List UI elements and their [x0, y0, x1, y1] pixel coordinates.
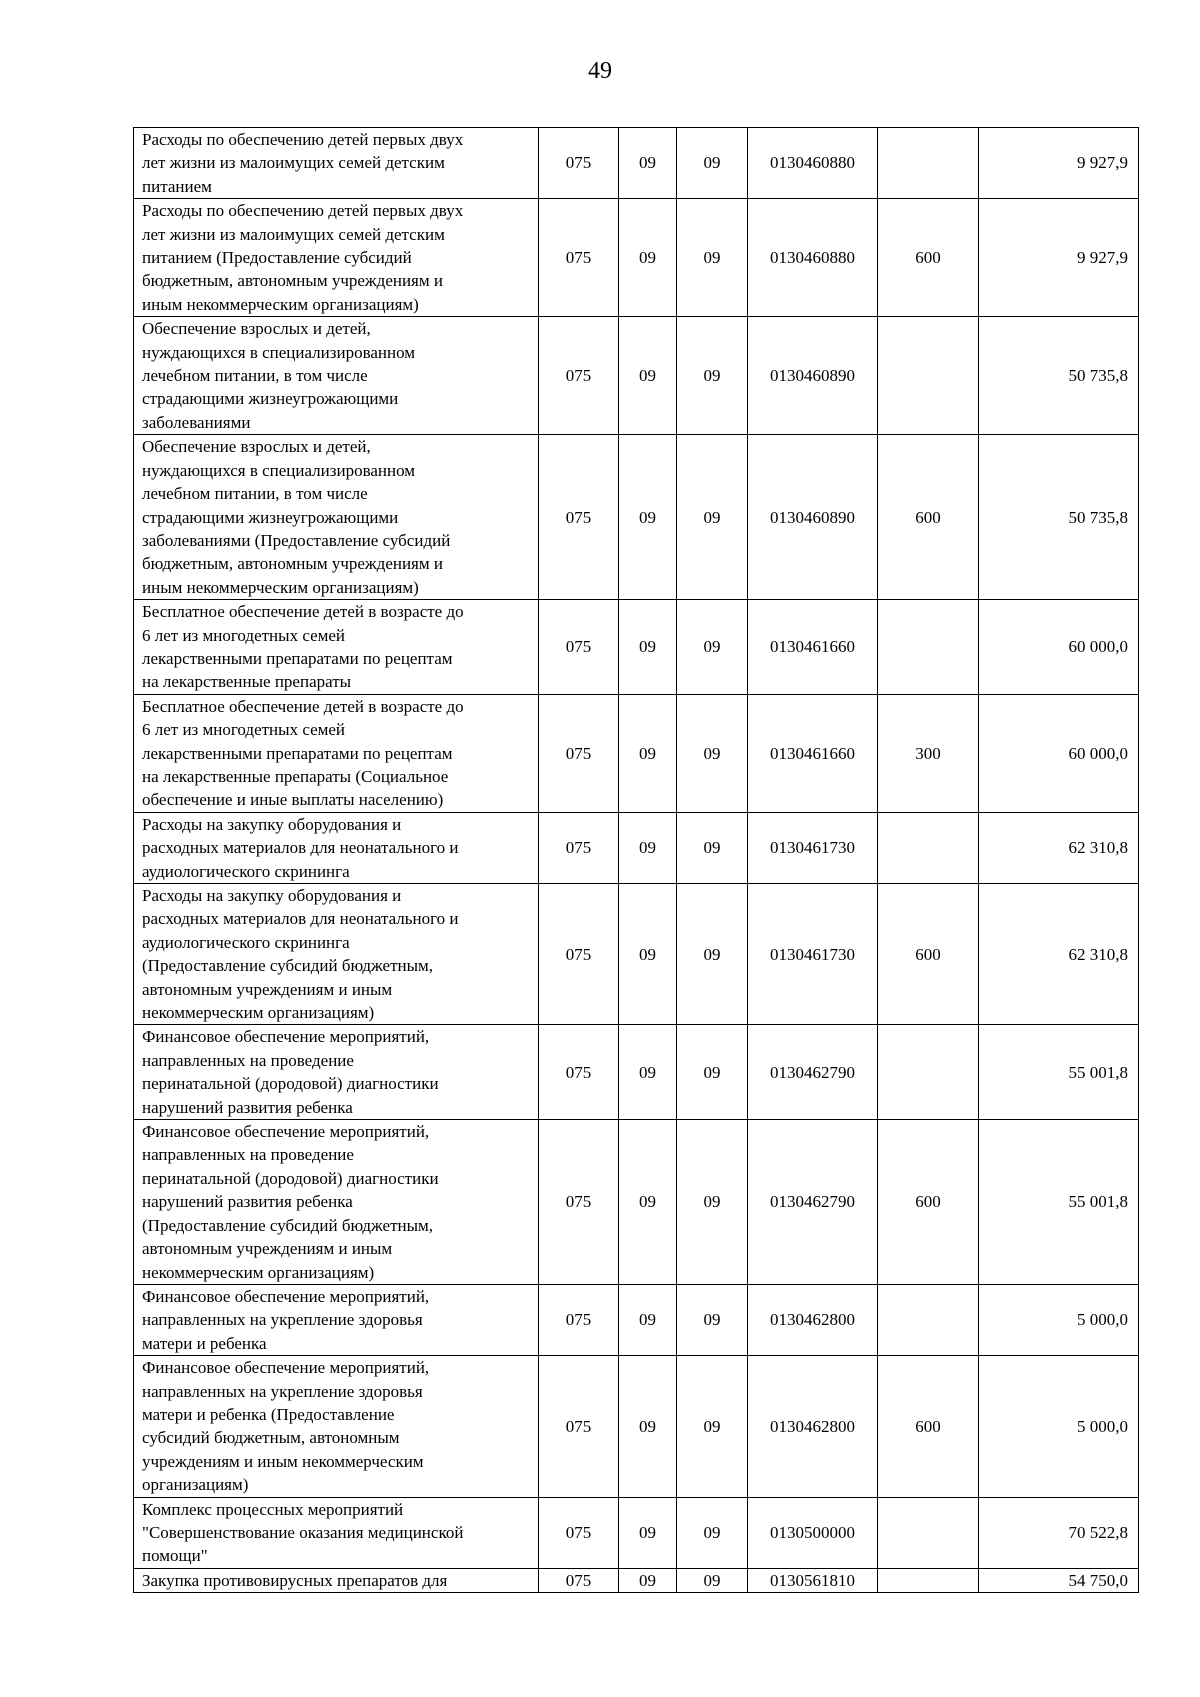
description-line: Расходы по обеспечению детей первых двух: [142, 201, 464, 221]
amount-cell: 55 001,8: [979, 1120, 1139, 1285]
table-row: [134, 1497, 1139, 1568]
table-row: [134, 317, 1139, 435]
section-code-cell: 09: [619, 317, 677, 435]
table-row: [134, 435, 1139, 600]
description-line: расходных материалов для неонатального и: [142, 909, 459, 929]
target-article-cell: 0130500000: [748, 1497, 878, 1568]
target-article-cell: 0130461660: [748, 600, 878, 695]
description-line: бюджетным, автономным учреждениям и: [142, 271, 443, 291]
description-cell: [134, 1284, 539, 1355]
description-line: страдающими жизнеугрожающими: [142, 389, 399, 409]
description-cell: [134, 600, 539, 695]
description-line: некоммерческим организациям): [142, 1003, 375, 1023]
ministry-code-cell: 075: [539, 812, 619, 883]
description-line: питанием: [142, 176, 212, 196]
amount-cell: 9 927,9: [979, 199, 1139, 317]
description-cell: [134, 694, 539, 812]
description-cell: [134, 317, 539, 435]
description-line: матери и ребенка: [142, 1333, 267, 1353]
description-line: автономным учреждениям и иным: [142, 1239, 393, 1259]
ministry-code-cell: 075: [539, 1284, 619, 1355]
target-article-cell: 0130462800: [748, 1356, 878, 1497]
section-code-cell: 09: [619, 1568, 677, 1592]
description-line: на лекарственные препараты (Социальное: [142, 766, 449, 786]
description-cell: [134, 884, 539, 1025]
amount-cell: 60 000,0: [979, 600, 1139, 695]
amount-cell: 50 735,8: [979, 317, 1139, 435]
description-line: страдающими жизнеугрожающими: [142, 507, 399, 527]
description-line: направленных на проведение: [142, 1050, 354, 1070]
target-article-cell: 0130462790: [748, 1025, 878, 1120]
subsection-code-cell: 09: [677, 317, 748, 435]
target-article-cell: 0130460890: [748, 317, 878, 435]
subsection-code-cell: 09: [677, 1284, 748, 1355]
page-number: 49: [588, 58, 612, 84]
amount-cell: 55 001,8: [979, 1025, 1139, 1120]
ministry-code-cell: 075: [539, 694, 619, 812]
ministry-code-cell: 075: [539, 128, 619, 199]
amount-cell: 70 522,8: [979, 1497, 1139, 1568]
subsection-code-cell: 09: [677, 600, 748, 695]
description-line: заболеваниями (Предоставление субсидий: [142, 530, 451, 550]
description-line: нуждающихся в специализированном: [142, 342, 416, 362]
description-line: нарушений развития ребенка: [142, 1192, 353, 1212]
ministry-code-cell: 075: [539, 199, 619, 317]
amount-cell: 5 000,0: [979, 1284, 1139, 1355]
description-line: Расходы на закупку оборудования и: [142, 886, 402, 905]
amount-cell: 62 310,8: [979, 812, 1139, 883]
table-row: [134, 1025, 1139, 1120]
section-code-cell: 09: [619, 128, 677, 199]
ministry-code-cell: 075: [539, 1356, 619, 1497]
section-code-cell: 09: [619, 600, 677, 695]
description-line: направленных на проведение: [142, 1145, 354, 1165]
amount-cell: 9 927,9: [979, 128, 1139, 199]
ministry-code-cell: 075: [539, 600, 619, 695]
description-line: Бесплатное обеспечение детей в возрасте до: [142, 602, 464, 622]
section-code-cell: 09: [619, 1497, 677, 1568]
target-article-cell: 0130461660: [748, 694, 878, 812]
expense-type-cell: [878, 1568, 979, 1592]
description-line: нуждающихся в специализированном: [142, 460, 416, 480]
description-cell: [134, 435, 539, 600]
description-cell: [134, 1120, 539, 1285]
expense-type-cell: 300: [878, 694, 979, 812]
description-line: Комплекс процессных мероприятий: [142, 1499, 404, 1519]
description-line: нарушений развития ребенка: [142, 1097, 353, 1117]
expense-type-cell: 600: [878, 1120, 979, 1285]
description-line: Закупка противовирусных препаратов для: [142, 1570, 448, 1590]
description-line: лекарственными препаратами по рецептам: [142, 743, 453, 763]
description-line: лет жизни из малоимущих семей детским: [142, 224, 445, 244]
expense-type-cell: [878, 128, 979, 199]
description-line: Финансовое обеспечение мероприятий,: [142, 1027, 430, 1047]
description-line: некоммерческим организациям): [142, 1262, 375, 1282]
subsection-code-cell: 09: [677, 128, 748, 199]
table-row: [134, 812, 1139, 883]
expense-type-cell: [878, 1025, 979, 1120]
description-line: Финансовое обеспечение мероприятий,: [142, 1358, 430, 1378]
ministry-code-cell: 075: [539, 884, 619, 1025]
description-line: 6 лет из многодетных семей: [142, 720, 346, 740]
description-cell: [134, 128, 539, 199]
description-line: лечебном питании, в том числе: [142, 484, 368, 504]
ministry-code-cell: 075: [539, 1497, 619, 1568]
description-line: (Предоставление субсидий бюджетным,: [142, 1215, 434, 1235]
subsection-code-cell: 09: [677, 435, 748, 600]
section-code-cell: 09: [619, 884, 677, 1025]
description-cell: [134, 1497, 539, 1568]
subsection-code-cell: 09: [677, 199, 748, 317]
expense-type-cell: 600: [878, 435, 979, 600]
table-row: [134, 199, 1139, 317]
table-row: [134, 1284, 1139, 1355]
description-cell: [134, 1356, 539, 1497]
description-line: лечебном питании, в том числе: [142, 366, 368, 386]
target-article-cell: 0130460880: [748, 199, 878, 317]
subsection-code-cell: 09: [677, 812, 748, 883]
amount-cell: 5 000,0: [979, 1356, 1139, 1497]
description-line: субсидий бюджетным, автономным: [142, 1428, 400, 1448]
table-row: [134, 1120, 1139, 1285]
description-line: аудиологического скрининга: [142, 932, 350, 952]
ministry-code-cell: 075: [539, 1568, 619, 1592]
table-row: [134, 600, 1139, 695]
amount-cell: 50 735,8: [979, 435, 1139, 600]
description-line: Бесплатное обеспечение детей в возрасте до: [142, 696, 464, 716]
section-code-cell: 09: [619, 435, 677, 600]
description-line: заболеваниями: [142, 412, 251, 432]
description-line: автономным учреждениям и иным: [142, 979, 393, 999]
description-line: иным некоммерческим организациям): [142, 294, 419, 314]
description-line: направленных на укрепление здоровья: [142, 1381, 423, 1401]
table-row: [134, 884, 1139, 1025]
expense-type-cell: [878, 1497, 979, 1568]
description-line: организациям): [142, 1475, 249, 1495]
subsection-code-cell: 09: [677, 1120, 748, 1285]
description-line: иным некоммерческим организациям): [142, 577, 419, 597]
ministry-code-cell: 075: [539, 317, 619, 435]
description-cell: [134, 199, 539, 317]
description-line: питанием (Предоставление субсидий: [142, 248, 412, 268]
description-line: бюджетным, автономным учреждениям и: [142, 554, 443, 574]
target-article-cell: 0130462800: [748, 1284, 878, 1355]
description-line: помощи": [142, 1546, 208, 1566]
description-line: аудиологического скрининга: [142, 861, 350, 881]
description-line: учреждениям и иным некоммерческим: [142, 1451, 424, 1471]
subsection-code-cell: 09: [677, 1568, 748, 1592]
amount-cell: 62 310,8: [979, 884, 1139, 1025]
amount-cell: 60 000,0: [979, 694, 1139, 812]
description-line: лекарственными препаратами по рецептам: [142, 648, 453, 668]
budget-table: [133, 127, 1139, 1593]
description-cell: [134, 812, 539, 883]
section-code-cell: 09: [619, 1356, 677, 1497]
description-line: матери и ребенка (Предоставление: [142, 1404, 395, 1424]
table-row: [134, 1356, 1139, 1497]
target-article-cell: 0130460890: [748, 435, 878, 600]
target-article-cell: 0130461730: [748, 812, 878, 883]
ministry-code-cell: 075: [539, 1025, 619, 1120]
ministry-code-cell: 075: [539, 435, 619, 600]
description-line: перинатальной (дородовой) диагностики: [142, 1168, 439, 1188]
target-article-cell: 0130461730: [748, 884, 878, 1025]
description-line: направленных на укрепление здоровья: [142, 1310, 423, 1330]
description-line: Обеспечение взрослых и детей,: [142, 437, 371, 457]
description-cell: [134, 1568, 539, 1592]
ministry-code-cell: 075: [539, 1120, 619, 1285]
description-line: Финансовое обеспечение мероприятий,: [142, 1286, 430, 1306]
description-line: Расходы по обеспечению детей первых двух: [142, 130, 464, 149]
subsection-code-cell: 09: [677, 1025, 748, 1120]
description-line: перинатальной (дородовой) диагностики: [142, 1074, 439, 1094]
description-line: на лекарственные препараты: [142, 672, 352, 692]
description-line: лет жизни из малоимущих семей детским: [142, 153, 445, 173]
description-line: расходных материалов для неонатального и: [142, 838, 459, 858]
expense-type-cell: 600: [878, 884, 979, 1025]
subsection-code-cell: 09: [677, 1497, 748, 1568]
target-article-cell: 0130460880: [748, 128, 878, 199]
expense-type-cell: [878, 600, 979, 695]
description-line: обеспечение и иные выплаты населению): [142, 790, 444, 810]
description-line: "Совершенствование оказания медицинской: [142, 1522, 464, 1542]
expense-type-cell: 600: [878, 199, 979, 317]
expense-type-cell: [878, 812, 979, 883]
expense-type-cell: [878, 1284, 979, 1355]
table-row: [134, 128, 1139, 199]
subsection-code-cell: 09: [677, 1356, 748, 1497]
amount-cell: 54 750,0: [979, 1568, 1139, 1592]
section-code-cell: 09: [619, 1025, 677, 1120]
description-line: 6 лет из многодетных семей: [142, 625, 346, 645]
table-row: [134, 1568, 1139, 1592]
description-line: Обеспечение взрослых и детей,: [142, 319, 371, 339]
subsection-code-cell: 09: [677, 694, 748, 812]
target-article-cell: 0130561810: [748, 1568, 878, 1592]
section-code-cell: 09: [619, 694, 677, 812]
expense-type-cell: [878, 317, 979, 435]
description-cell: [134, 1025, 539, 1120]
section-code-cell: 09: [619, 199, 677, 317]
subsection-code-cell: 09: [677, 884, 748, 1025]
expense-type-cell: 600: [878, 1356, 979, 1497]
section-code-cell: 09: [619, 1284, 677, 1355]
description-line: (Предоставление субсидий бюджетным,: [142, 956, 434, 976]
target-article-cell: 0130462790: [748, 1120, 878, 1285]
section-code-cell: 09: [619, 812, 677, 883]
section-code-cell: 09: [619, 1120, 677, 1285]
description-line: Финансовое обеспечение мероприятий,: [142, 1122, 430, 1142]
table-row: [134, 694, 1139, 812]
description-line: Расходы на закупку оборудования и: [142, 814, 402, 834]
